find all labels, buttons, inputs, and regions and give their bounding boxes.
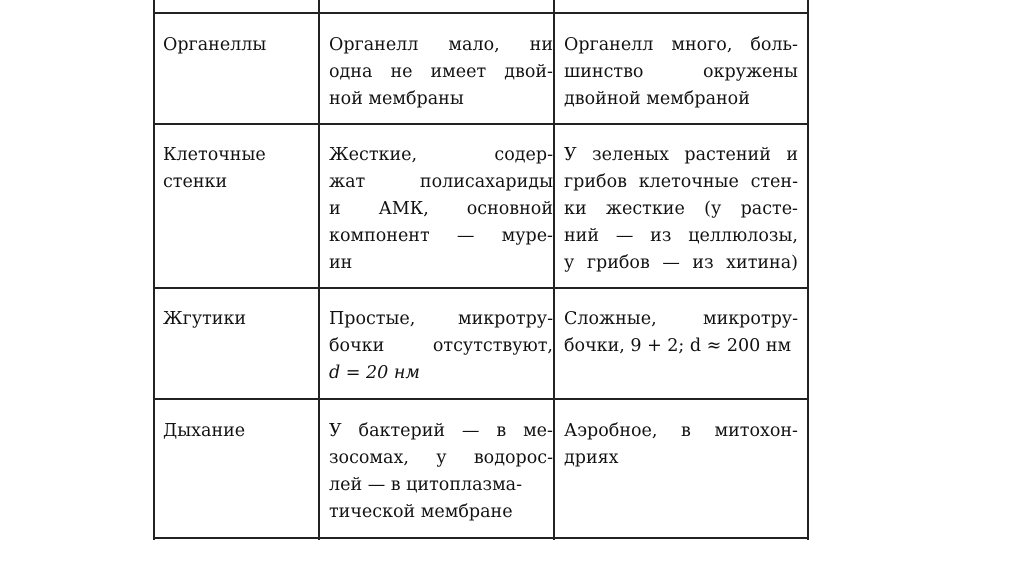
text-line (329, 445, 553, 472)
word: из (650, 226, 672, 246)
row-divider-top (153, 12, 809, 14)
word: двой- (504, 62, 553, 82)
word: АМК, (378, 199, 429, 219)
row-divider-1 (153, 123, 809, 125)
word: и (786, 145, 798, 165)
word: мало, (448, 35, 500, 55)
text-line (329, 306, 553, 333)
text-line: двойной мембраной (564, 89, 750, 109)
row-divider-2 (153, 287, 809, 289)
word: в (681, 421, 691, 441)
eukaryote-cell-respiration (564, 418, 804, 472)
word: зосомах, (329, 448, 409, 468)
word: ки (564, 199, 587, 219)
text-line (564, 59, 798, 86)
word: много, (671, 35, 733, 55)
text-line (329, 32, 553, 59)
eukaryote-cell-organelles (564, 32, 804, 113)
word: митохон- (714, 421, 798, 441)
prokaryote-cell-flagella (329, 306, 553, 387)
feature-cell-respiration (163, 418, 313, 445)
word: зеленых (592, 145, 669, 165)
text-line (564, 32, 798, 59)
word: и (329, 199, 341, 219)
word: полисахариды (419, 172, 553, 192)
word: жесткие (605, 199, 685, 219)
word: ни (529, 35, 553, 55)
text-line (564, 223, 798, 250)
word: микротру- (702, 309, 798, 329)
word: расте- (740, 199, 798, 219)
feature-label: стенки (163, 172, 228, 192)
word: не (390, 62, 413, 82)
text-line: d = 20 нм (329, 363, 420, 383)
text-line (564, 418, 798, 445)
prokaryote-cell-respiration (329, 418, 553, 526)
comparison-table (153, 0, 809, 540)
text-line: дриях (564, 448, 619, 468)
text-line (329, 223, 553, 250)
text-line (329, 59, 553, 86)
table-border-bottom (153, 537, 809, 539)
text-line: ной мембраны (329, 89, 464, 109)
word: бочки (329, 336, 385, 356)
word: У (564, 145, 577, 165)
word: растений (684, 145, 771, 165)
word: одна (329, 62, 373, 82)
text-line: лей — в цитоплазма- (329, 475, 523, 495)
word: бактерий (358, 421, 446, 441)
word: ме- (523, 421, 553, 441)
word: хитина) (726, 253, 798, 273)
word: — (456, 226, 475, 246)
text-line (329, 196, 553, 223)
word: окружены (702, 62, 798, 82)
word: отсутствуют, (432, 336, 553, 356)
word: Аэробное, (564, 421, 658, 441)
word: грибов (586, 253, 650, 273)
word: из (692, 253, 714, 273)
eukaryote-cell-flagella (564, 306, 804, 360)
feature-label: Жгутики (163, 309, 247, 329)
word: Сложные, (564, 309, 657, 329)
word: стен- (750, 172, 798, 192)
word: (у (704, 199, 722, 219)
word: клеточные (638, 172, 739, 192)
word: грибов (564, 172, 627, 192)
text-line (564, 250, 798, 277)
word: — (615, 226, 634, 246)
feature-cell-organelles (163, 32, 313, 59)
text-line (564, 196, 798, 223)
word: у (436, 448, 447, 468)
text-line: ин (329, 253, 353, 273)
text-line (329, 418, 553, 445)
word: компонент (329, 226, 430, 246)
word: Простые, (329, 309, 416, 329)
word: Жесткие, (329, 145, 418, 165)
word: — (662, 253, 680, 273)
feature-cell-cell-walls (163, 142, 313, 196)
word: боль- (750, 35, 798, 55)
prokaryote-cell-organelles (329, 32, 553, 113)
text-line: тической мембране (329, 502, 513, 522)
word: целлюлозы, (688, 226, 798, 246)
table-border-right (807, 0, 809, 540)
word: микротру- (457, 309, 553, 329)
table-border-left (153, 0, 155, 540)
feature-label: Органеллы (163, 35, 267, 55)
word: содер- (494, 145, 553, 165)
word: основной (466, 199, 553, 219)
text-line (564, 306, 798, 333)
feature-cell-flagella (163, 306, 313, 333)
word: У (329, 421, 342, 441)
eukaryote-cell-cell-walls (564, 142, 804, 277)
text-line (329, 333, 553, 360)
feature-label: Дыхание (163, 421, 246, 441)
word: шинство (564, 62, 644, 82)
word: водорос- (473, 448, 553, 468)
text-line (329, 142, 553, 169)
text-line (564, 169, 798, 196)
word: у (564, 253, 575, 273)
text-line (329, 169, 553, 196)
row-divider-3 (153, 398, 809, 400)
word: муре- (501, 226, 553, 246)
word: Органелл (329, 35, 419, 55)
column-divider-1 (318, 0, 320, 540)
text-line (564, 142, 798, 169)
word: имеет (430, 62, 487, 82)
column-divider-2 (553, 0, 555, 540)
word: в (496, 421, 507, 441)
word: жат (329, 172, 366, 192)
word: — (461, 421, 480, 441)
feature-label: Клеточные (163, 145, 266, 165)
word: ний (564, 226, 599, 246)
prokaryote-cell-cell-walls (329, 142, 553, 277)
word: Органелл (564, 35, 654, 55)
text-line: бочки, 9 + 2; d ≈ 200 нм (564, 336, 792, 356)
